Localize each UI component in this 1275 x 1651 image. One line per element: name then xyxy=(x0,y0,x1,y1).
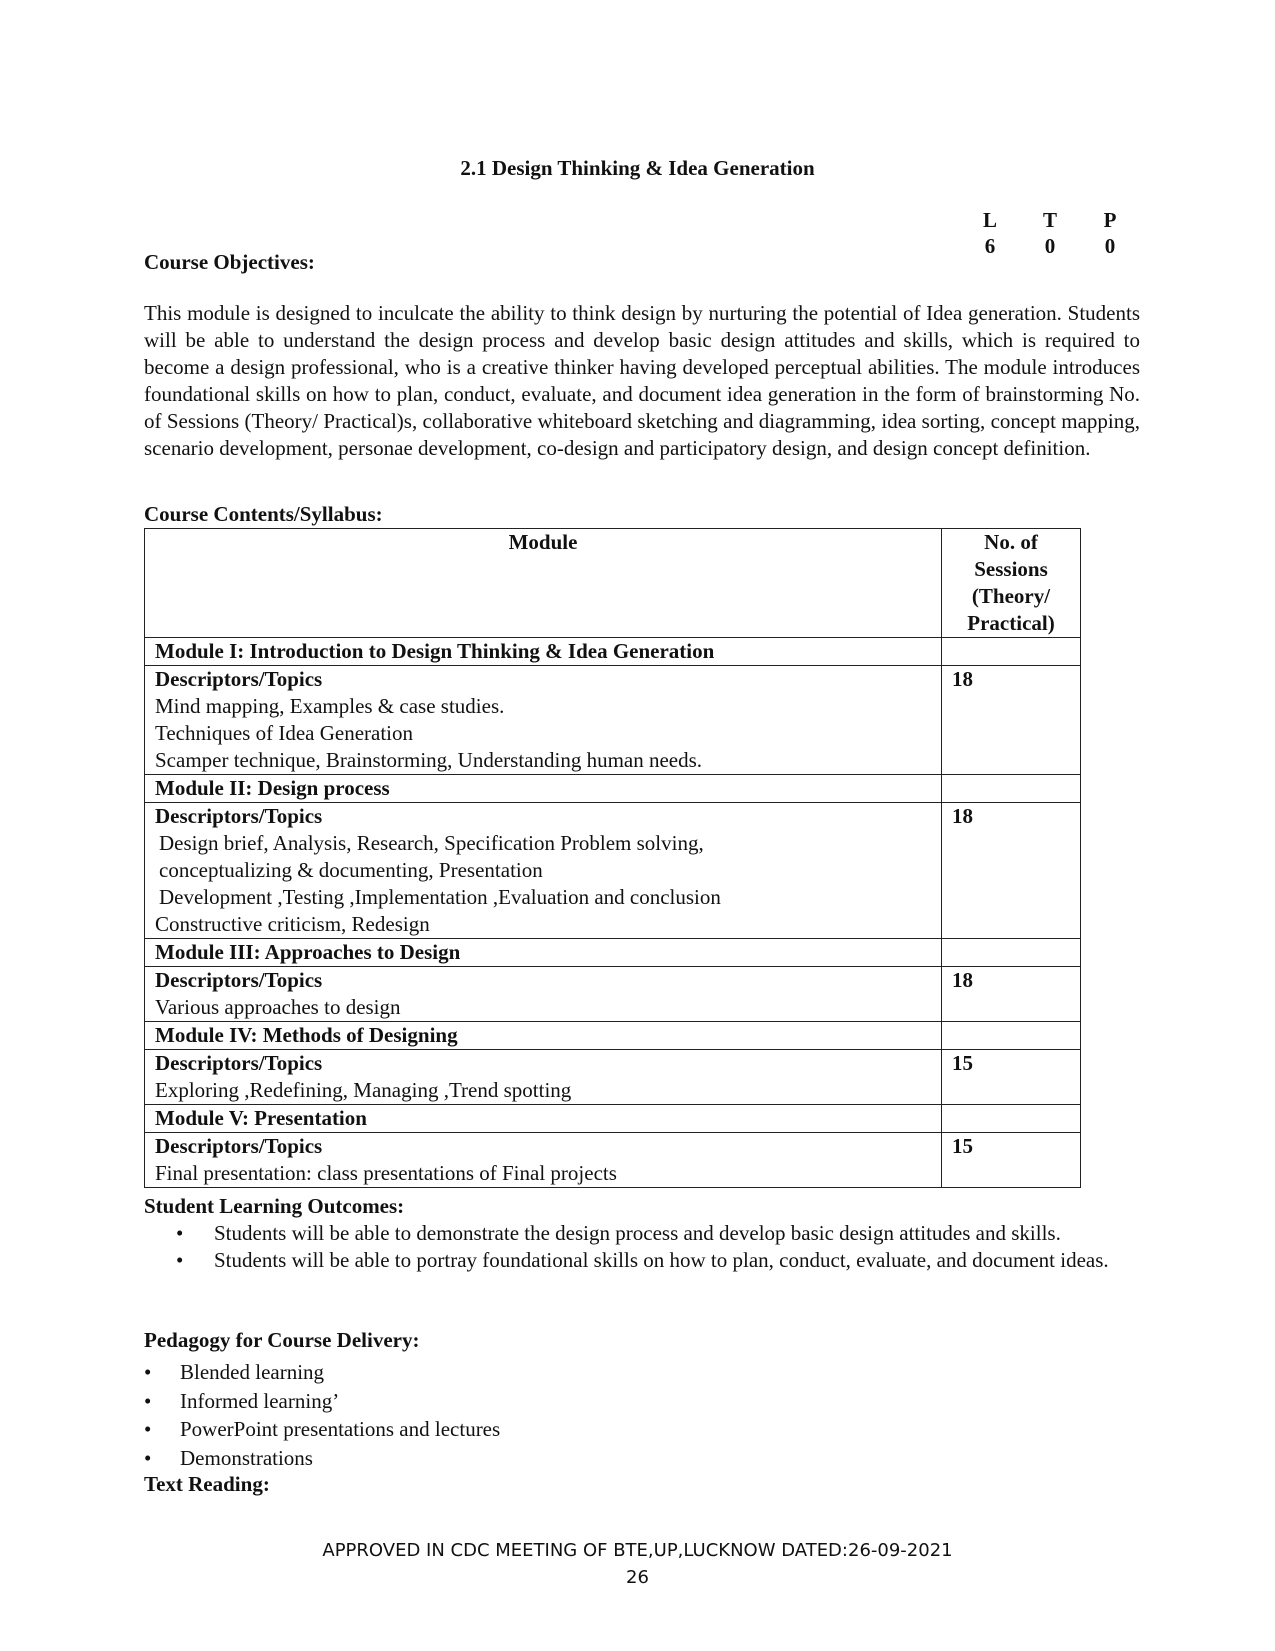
topic-line: Development ,Testing ,Implementation ,Evaluation and conclusion xyxy=(159,885,721,909)
sessions-count: 15 xyxy=(942,1133,1081,1188)
sessions-count: 18 xyxy=(942,666,1081,775)
module-content-row xyxy=(145,666,1081,775)
module-topics-cell xyxy=(145,666,942,775)
pedagogy-heading: Pedagogy for Course Delivery: xyxy=(144,1328,420,1352)
sessions-count: 18 xyxy=(942,967,1081,1022)
descriptors-heading: Descriptors/Topics xyxy=(155,968,323,992)
descriptors-heading: Descriptors/Topics xyxy=(155,1134,323,1158)
ltp-value-row xyxy=(960,234,1140,260)
ltp-value-p: 0 xyxy=(1104,234,1116,258)
page-footer xyxy=(0,1537,1275,1591)
approval-note: APPROVED IN CDC MEETING OF BTE,UP,LUCKNOW DATED:26-09-2021 xyxy=(322,1540,953,1561)
empty-cell xyxy=(942,939,1081,967)
module-content-row xyxy=(145,1133,1081,1188)
module-topics-cell xyxy=(145,803,942,939)
topic-line: Scamper technique, Brainstorming, Understanding human needs. xyxy=(155,748,703,772)
course-title: 2.1 Design Thinking & Idea Generation xyxy=(460,156,815,180)
ltp-header-t: T xyxy=(1042,208,1057,232)
bullet-icon: • xyxy=(144,1360,152,1384)
module-title: Module I: Introduction to Design Thinking & Idea Generation xyxy=(145,638,942,666)
ltp-header-row xyxy=(960,208,1140,234)
page-number: 26 xyxy=(626,1567,649,1588)
bullet-icon: • xyxy=(144,1388,152,1413)
pedagogy-item: Informed learning’ xyxy=(180,1388,340,1413)
syllabus-table xyxy=(144,528,1081,1188)
module-title-row xyxy=(145,1022,1081,1050)
pedagogy-item: Blended learning xyxy=(180,1360,325,1384)
topic-line: Mind mapping, Examples & case studies. xyxy=(155,694,505,718)
sessions-column-header: No. of Sessions (Theory/ Practical) xyxy=(942,529,1081,638)
module-title: Module V: Presentation xyxy=(145,1105,942,1133)
descriptors-heading: Descriptors/Topics xyxy=(155,1051,323,1075)
ltp-value-t: 0 xyxy=(1044,234,1056,258)
objectives-heading: Course Objectives: xyxy=(144,250,315,274)
list-item xyxy=(144,1358,744,1387)
ltp-value-l: 6 xyxy=(984,234,996,258)
outcomes-heading: Student Learning Outcomes: xyxy=(144,1194,405,1218)
empty-cell xyxy=(942,1105,1081,1133)
module-topics-cell xyxy=(145,1050,942,1105)
module-content-row xyxy=(145,803,1081,939)
module-title: Module II: Design process xyxy=(145,775,942,803)
text-reading-heading: Text Reading: xyxy=(144,1472,270,1496)
topic-line: conceptualizing & documenting, Presentation xyxy=(159,858,543,882)
module-title-row xyxy=(145,638,1081,666)
pedagogy-item: PowerPoint presentations and lectures xyxy=(180,1417,501,1441)
topic-line: Design brief, Analysis, Research, Specification Problem solving, xyxy=(159,831,704,855)
module-title: Module IV: Methods of Designing xyxy=(145,1022,942,1050)
topic-line: Various approaches to design xyxy=(155,995,401,1019)
outcome-text: Students will be able to demonstrate the design process and develop basic design attitudes and skills. xyxy=(214,1221,1061,1245)
module-topics-cell xyxy=(145,1133,942,1188)
bullet-icon: • xyxy=(176,1248,184,1272)
module-content-row xyxy=(145,967,1081,1022)
module-title-row xyxy=(145,775,1081,803)
syllabus-heading: Course Contents/Syllabus: xyxy=(144,502,383,526)
empty-cell xyxy=(942,638,1081,666)
outcomes-list xyxy=(176,1220,1140,1274)
bullet-icon: • xyxy=(144,1417,152,1441)
outcome-text: Students will be able to portray foundational skills on how to plan, conduct, evaluate, and document ideas. xyxy=(214,1248,1109,1272)
descriptors-heading: Descriptors/Topics xyxy=(155,804,323,828)
sessions-count: 15 xyxy=(942,1050,1081,1105)
topic-line: Final presentation: class presentations of Final projects xyxy=(155,1161,617,1185)
descriptors-heading: Descriptors/Topics xyxy=(155,667,323,691)
topic-line: Techniques of Idea Generation xyxy=(155,721,413,745)
bullet-icon: • xyxy=(144,1445,152,1470)
objectives-text: This module is designed to inculcate the ability to think design by nurturing the potential of Idea generation. Students will be able to understand the design process and develop basic design attitudes and skills, which is required to become a design professional, who is a creative thinker having developed perceptual abilities. The module introduces foundational skills on how to plan, conduct, evaluate, and document idea generation in the form of brainstorming No. of Sessions (Theory/ Practical)s, collaborative whiteboard sketching and diagramming, idea sorting, concept mapping, scenario development, personae development, co-design and participatory design, and design concept definition. xyxy=(144,301,1140,460)
bullet-icon: • xyxy=(176,1221,184,1245)
sessions-count: 18 xyxy=(942,803,1081,939)
syllabus-header-row xyxy=(145,529,1081,638)
list-item xyxy=(176,1247,1140,1274)
pedagogy-list xyxy=(144,1358,744,1472)
module-column-header: Module xyxy=(145,529,942,638)
ltp-header-l: L xyxy=(982,208,997,232)
topic-line: Exploring ,Redefining, Managing ,Trend spotting xyxy=(155,1078,572,1102)
list-item xyxy=(144,1444,744,1473)
module-topics-cell xyxy=(145,967,942,1022)
list-item xyxy=(144,1415,744,1444)
empty-cell xyxy=(942,1022,1081,1050)
topic-line: Constructive criticism, Redesign xyxy=(155,912,430,936)
module-title-row xyxy=(145,939,1081,967)
ltp-grid xyxy=(960,208,1140,260)
empty-cell xyxy=(942,775,1081,803)
pedagogy-item: Demonstrations xyxy=(180,1445,313,1470)
ltp-header-p: P xyxy=(1103,208,1117,232)
module-content-row xyxy=(145,1050,1081,1105)
module-title-row xyxy=(145,1105,1081,1133)
list-item xyxy=(176,1220,1140,1247)
module-title: Module III: Approaches to Design xyxy=(145,939,942,967)
list-item xyxy=(144,1387,744,1416)
